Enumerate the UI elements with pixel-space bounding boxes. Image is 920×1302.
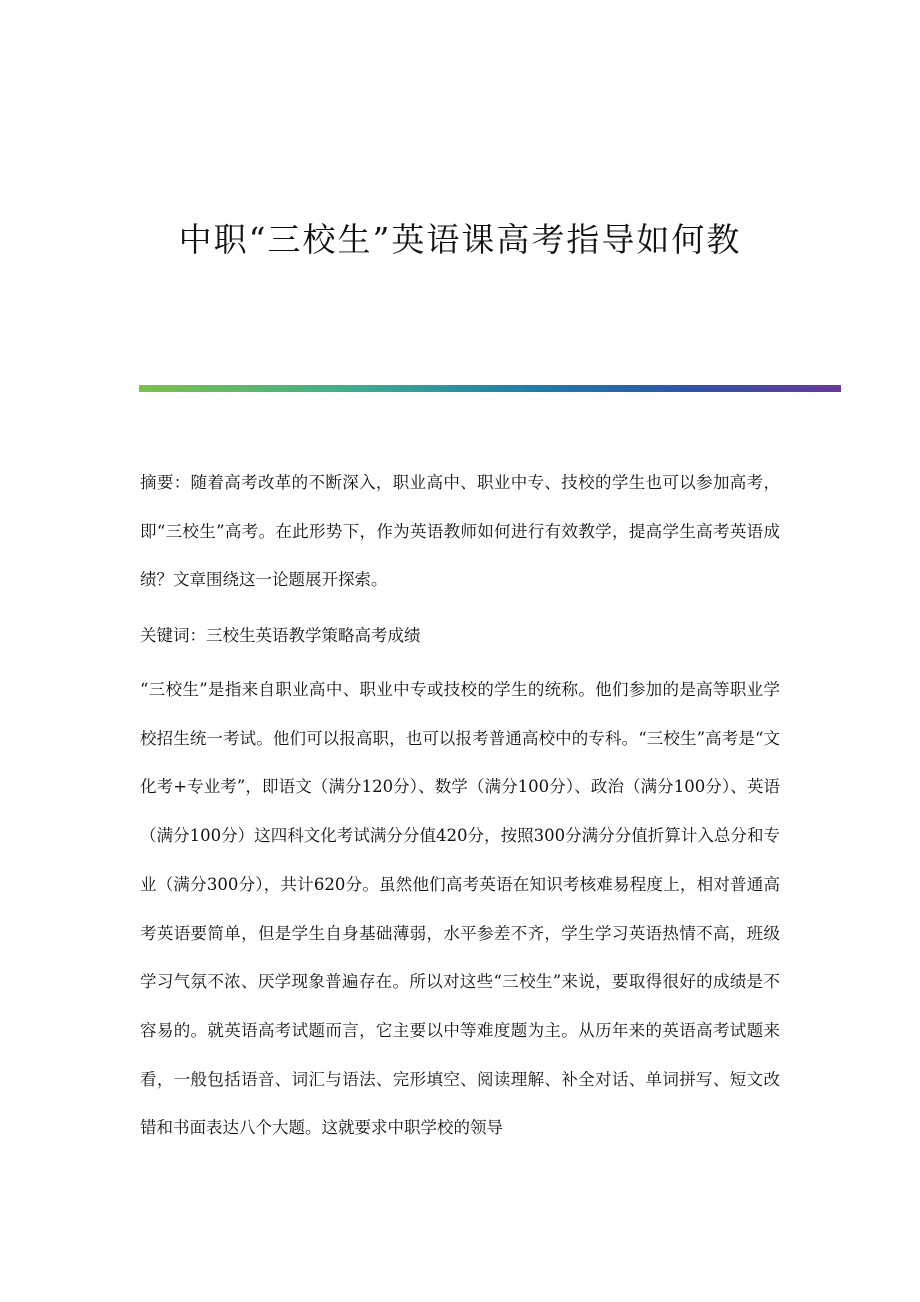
- body-paragraph: “三校生”是指来自职业高中、职业中专或技校的学生的统称。他们参加的是高等职业学校招生统一考试。他们可以报高职，也可以报考普通高校中的专科。“三校生”高考是“文化考+专业考”，即语文（满分120分）、数学（满分100分）、政治（满分100分）、英语（满分100分）这四科文化考试满分分值420分，按照300分满分分值折算计入总分和专业（满分300分），共计620分。虽然他们高考英语在知识考核难易程度上，相对普通高考英语要简单，但是学生自身基础薄弱，水平参差不齐，学生学习英语热情不高，班级学习气氛不浓、厌学现象普遍存在。所以对这些“三校生”来说，要取得很好的成绩是不容易的。就英语高考试题而言，它主要以中等难度题为主。从历年来的英语高考试题来看，一般包括语音、词汇与语法、完形填空、阅读理解、补全对话、单词拼写、短文改错和书面表达八个大题。这就要求中职学校的领导: [140, 680, 780, 1138]
- document-title: 中职“三校生”英语课高考指导如何教: [178, 220, 742, 259]
- keywords-line: 关键词：三校生英语教学策略高考成绩: [140, 626, 421, 645]
- abstract-paragraph: 摘要：随着高考改革的不断深入，职业高中、职业中专、技校的学生也可以参加高考，即“三校生”高考。在此形势下，作为英语教师如何进行有效教学，提高学生高考英语成绩？文章围绕这一论题展开探索。: [140, 473, 780, 590]
- title-divider: [139, 385, 841, 392]
